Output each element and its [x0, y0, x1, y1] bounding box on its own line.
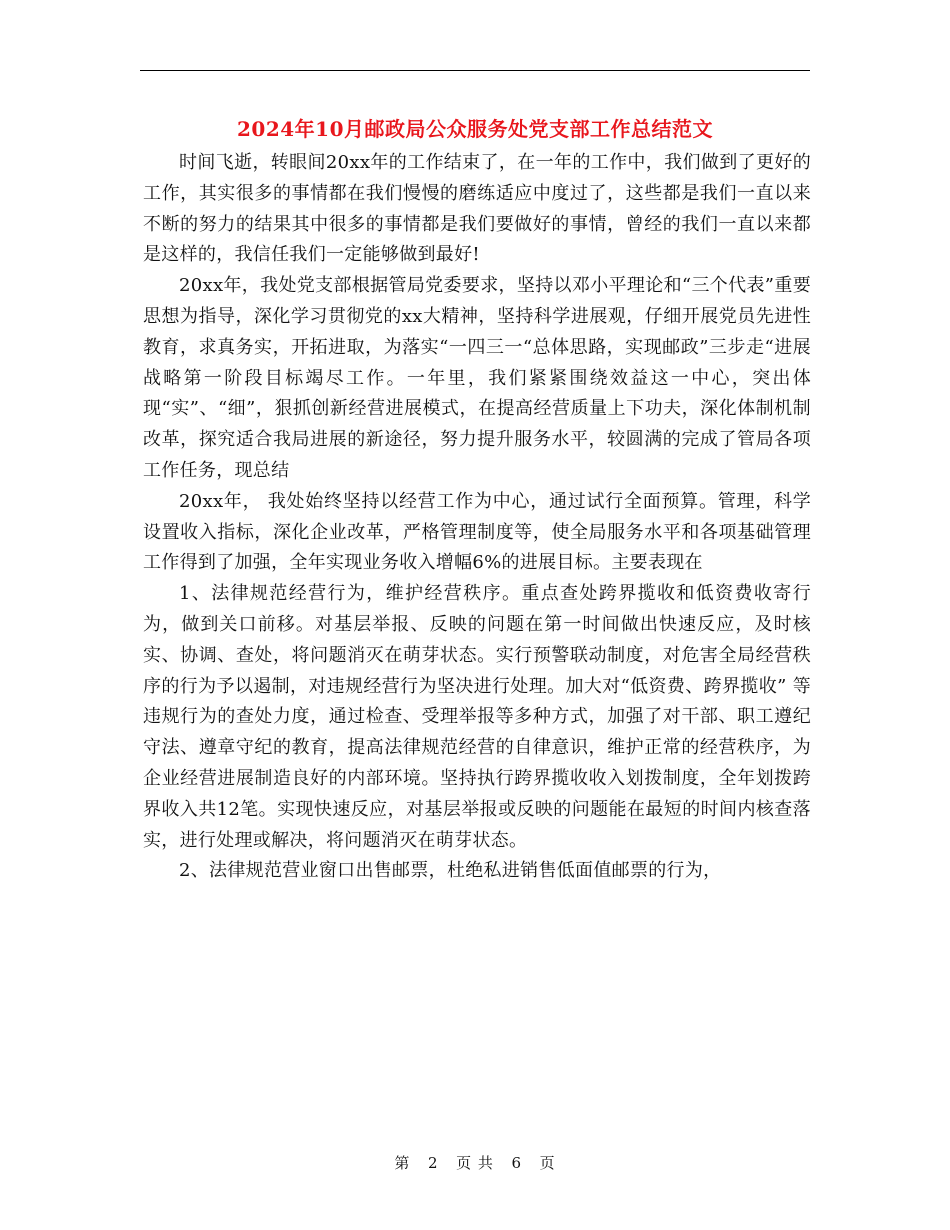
- paragraph-intro: 时间飞逝，转眼间20xx年的工作结束了，在一年的工作中，我们做到了更好的工作，其实很多的事情都在我们慢慢的磨练适应中度过了，这些都是我们一直以来不断的努力的结果其中很多的事情都是我们要做好的事情，曾经的我们一直以来都是这样的，我信任我们一定能够做到最好!: [143, 152, 811, 266]
- header-rule: [140, 70, 810, 71]
- paragraph-item-2: 2、法律规范营业窗口出售邮票，杜绝私进销售低面值邮票的行为，: [179, 860, 722, 882]
- footer-middle: 页 共: [456, 1154, 494, 1172]
- paragraph-party-branch: 20xx年，我处党支部根据管局党委要求，坚持以邓小平理论和“三个代表”重要思想为指导，深化学习贯彻党的xx大精神，坚持科学进展观，仔细开展党员先进性教育，求真务实，开拓进取，为落实“一四三一“总体思路，实现邮政”三步走“进展战略第一阶段目标竭尽工作。一年里，我们紧紧围绕效益这一中心，突出体现“实”、“细”，狠抓创新经营进展模式，在提高经营质量上下功夫，深化体制机制改革，探究适合我局进展的新途径，努力提升服务水平，较圆满的完成了管局各项工作任务，现总结: [143, 275, 811, 481]
- paragraph-business: 20xx年， 我处始终坚持以经营工作为中心，通过试行全面预算。管理，科学设置收入指标，深化企业改革，严格管理制度等，使全局服务水平和各项基础管理工作得到了加强，全年实现业务收入增幅6%的进展目标。主要表现在: [143, 490, 811, 574]
- footer-total-pages: 6: [511, 1154, 522, 1172]
- footer-prefix: 第: [394, 1154, 411, 1172]
- footer-suffix: 页: [539, 1154, 556, 1172]
- paragraph-item-1: 1、法律规范经营行为，维护经营秩序。重点查处跨界揽收和低资费收寄行为，做到关口前移。对基层举报、反映的问题在第一时间做出快速反应，及时核实、协调、查处，将问题消灭在萌芽状态。实行预警联动制度，对危害全局经营秩序的行为予以遏制，对违规经营行为坚决进行处理。加大对“低资费、跨界揽收” 等违规行为的查处力度，通过检查、受理举报等多种方式，加强了对干部、职工遵纪守法、遵章守纪的教育，提高法律规范经营的自律意识，维护正常的经营秩序，为企业经营进展制造良好的内部环境。坚持执行跨界揽收收入划拨制度，全年划拨跨界收入共12笔。实现快速反应，对基层举报或反映的问题能在最短的时间内核查落实，进行处理或解决，将问题消灭在萌芽状态。: [143, 583, 811, 851]
- document-title: 2024年10月邮政局公众服务处党支部工作总结范文: [237, 117, 713, 141]
- footer-page-number: 2: [428, 1154, 439, 1172]
- page-footer: [0, 1152, 950, 1173]
- document-body: [143, 148, 811, 887]
